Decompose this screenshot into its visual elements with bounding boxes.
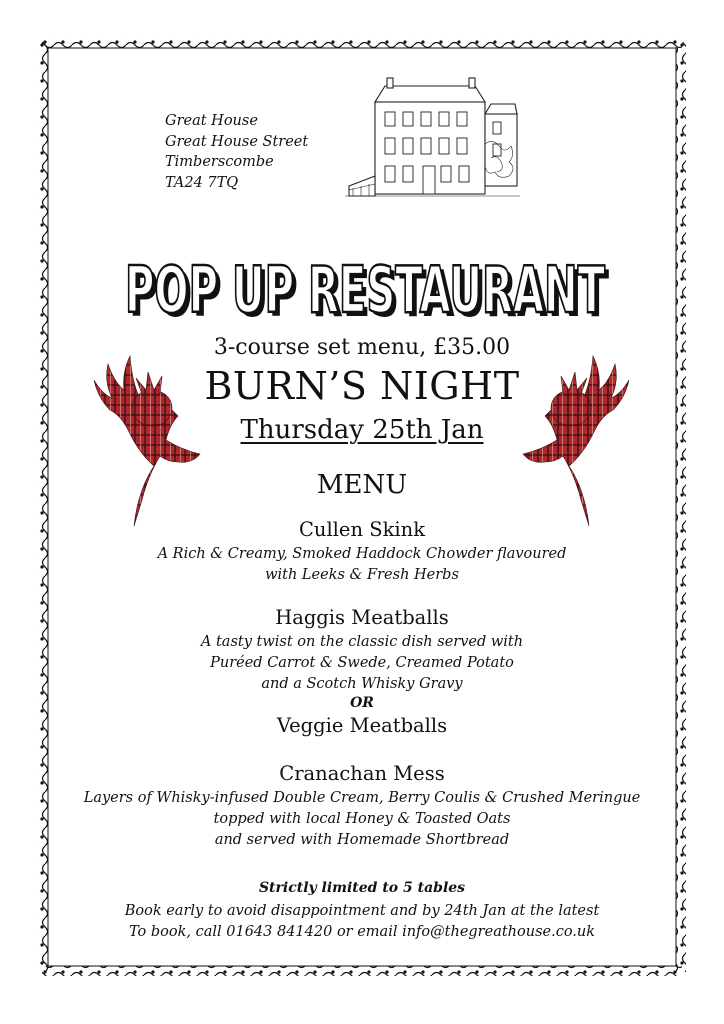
thistle-icon [90, 350, 208, 528]
page-title [110, 240, 620, 340]
booking-contact: To book, call 01643 841420 or email info@thegreathouse.co.uk [128, 924, 596, 940]
dish-description: A tasty twist on the classic dish served with [200, 634, 524, 650]
dish-description: and a Scotch Whisky Gravy [261, 676, 463, 692]
menu-heading: MENU [316, 470, 408, 500]
dish-description: A Rich & Creamy, Smoked Haddock Chowder flavoured [157, 546, 567, 562]
dish-name: Veggie Meatballs [276, 714, 448, 737]
address-line: Great House [165, 113, 258, 129]
dish-description: with Leeks & Fresh Herbs [265, 567, 459, 583]
dish-name: Cullen Skink [298, 518, 426, 541]
event-date-text: Thursday 25th Jan [240, 415, 484, 445]
title-shadow: POP UP RESTAURANT [129, 258, 610, 332]
address-line: Great House Street [165, 133, 309, 150]
dish-description: Layers of Whisky-infused Double Cream, Berry Coulis & Crushed Meringue [83, 790, 641, 806]
or-separator: OR [350, 695, 374, 711]
thistle-icon [515, 350, 633, 528]
dish-description: and served with Homemade Shortbread [214, 832, 510, 848]
dish-description: topped with local Honey & Toasted Oats [213, 811, 511, 827]
house-illustration [345, 74, 520, 216]
title-text: POP UP RESTAURANT [125, 254, 606, 328]
limit-notice: Strictly limited to 5 tables [258, 880, 466, 896]
set-menu-price: 3-course set menu, £35.00 [213, 335, 511, 360]
event-title: BURN’S NIGHT [204, 364, 520, 408]
dish-description: Puréed Carrot & Swede, Creamed Potato [210, 655, 514, 671]
dish-name: Haggis Meatballs [275, 606, 449, 629]
address-line: Timberscombe [165, 154, 274, 170]
address-line: TA24 7TQ [165, 174, 239, 191]
booking-info: Book early to avoid disappointment and by 24th Jan at the latest [124, 903, 600, 919]
address-block [165, 111, 308, 193]
dish-name: Cranachan Mess [279, 762, 445, 785]
